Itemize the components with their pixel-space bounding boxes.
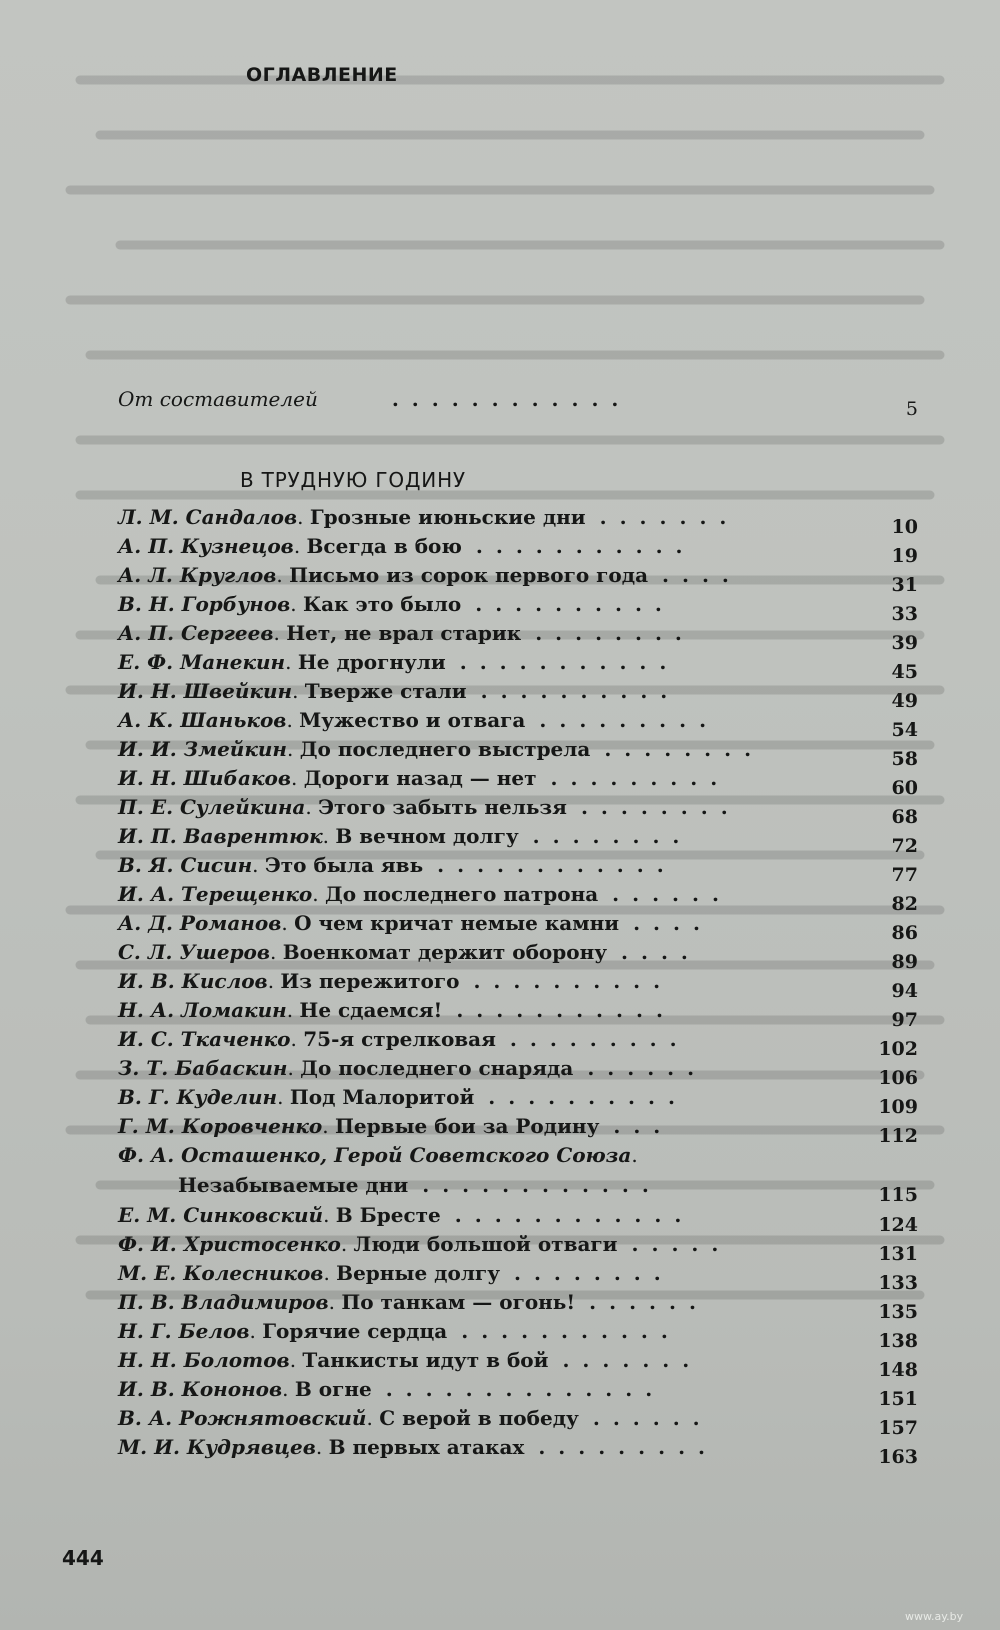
entry-title: Под Малоритой (289, 1085, 475, 1109)
entry-author: А. П. Сергеев (118, 621, 274, 645)
entry-page: 31 (891, 574, 918, 596)
entry-author: А. Д. Романов (118, 911, 282, 935)
entry-title: В Бресте (335, 1203, 441, 1227)
entry-page: 124 (878, 1214, 918, 1236)
entry-page: 112 (878, 1125, 918, 1147)
toc-entry: М. Е. Колесников. Верные долгу ........ 133 (118, 1258, 918, 1288)
entry-author: С. Л. Ушеров (118, 940, 271, 964)
entry-page: 97 (891, 1009, 918, 1031)
entry-page: 5 (905, 398, 918, 420)
toc-entry: Г. М. Коровченко. Первые бои за Родину ... 112 (118, 1111, 918, 1141)
entry-author: В. Г. Куделин (118, 1085, 278, 1109)
entry-title: Из пережитого (280, 969, 460, 993)
toc-entry: М. И. Кудрявцев. В первых атаках ......... 163 (118, 1432, 918, 1462)
toc-entry: А. Л. Круглов. Письмо из сорок первого года .... 31 (118, 560, 918, 590)
entry-page: 138 (878, 1330, 918, 1352)
entry-author: З. Т. Бабаскин (118, 1056, 288, 1080)
entry-title: Горячие сердца (262, 1319, 448, 1343)
toc-entry: Л. М. Сандалов. Грозные июньские дни ....... 10 (118, 502, 918, 532)
entry-title: Люди большой отваги (353, 1232, 618, 1256)
entry-author: Н. Н. Болотов (118, 1348, 290, 1372)
entry-title: Первые бои за Родину (335, 1114, 600, 1138)
entry-title: Тверже стали (304, 679, 467, 703)
entry-page: 77 (891, 864, 918, 886)
entry-title: В первых атаках (328, 1435, 525, 1459)
entry-title: В огне (294, 1377, 372, 1401)
entry-author: И. В. Кононов (118, 1377, 283, 1401)
entry-author: И. Н. Швейкин (118, 679, 293, 703)
entry-title: Нет, не врал старик (286, 621, 522, 645)
toc-entry: И. И. Змейкин. До последнего выстрела ........ 58 (118, 734, 918, 764)
toc-entry: Е. Ф. Манекин. Не дрогнули ........... 45 (118, 647, 918, 677)
entry-title: С верой в победу (379, 1406, 579, 1430)
entry-page: 109 (878, 1096, 918, 1118)
entry-author: И. П. Ваврентюк (118, 824, 323, 848)
entry-page: 89 (891, 951, 918, 973)
entry-title: В вечном долгу (335, 824, 519, 848)
entry-author: А. Л. Круглов (118, 563, 277, 587)
entry-title: Дороги назад — нет (303, 766, 537, 790)
toc-entry: Н. А. Ломакин. Не сдаемся! ........... 97 (118, 995, 918, 1025)
toc-entry: В. Н. Горбунов. Как это было .......... 33 (118, 589, 918, 619)
toc-entry-preface: От составителей ............ 5 (118, 384, 918, 414)
entry-title: Военкомат держит оборону (282, 940, 608, 964)
toc-entry: И. В. Кислов. Из пережитого .......... 94 (118, 966, 918, 996)
watermark: www.ay.by (905, 1610, 964, 1623)
toc-entry: А. К. Шаньков. Мужество и отвага ......... 54 (118, 705, 918, 735)
entry-title: До последнего выстрела (299, 737, 591, 761)
toc-entry: А. П. Сергеев. Нет, не врал старик ........ 39 (118, 618, 918, 648)
entry-title: Мужество и отвага (299, 708, 526, 732)
entry-page: 115 (878, 1184, 918, 1206)
toc-entry: И. С. Ткаченко. 75-я стрелковая ......... 102 (118, 1024, 918, 1054)
toc-entry: В. А. Рожнятовский. С верой в победу ...... 157 (118, 1403, 918, 1433)
entry-title: Незабываемые дни (178, 1173, 409, 1197)
toc-entry: Ф. А. Осташенко, Герой Советского Союза. (118, 1143, 638, 1167)
entry-title: Всегда в бою (306, 534, 462, 558)
entry-author: П. Е. Сулейкина (118, 795, 306, 819)
entry-author: И. А. Терещенко (118, 882, 313, 906)
entry-page: 49 (891, 690, 918, 712)
entry-title: Грозные июньские дни (309, 505, 586, 529)
entry-author: А. К. Шаньков (118, 708, 287, 732)
entry-author: М. Е. Колесников (118, 1261, 324, 1285)
entry-page: 54 (891, 719, 918, 741)
entry-author: Л. М. Сандалов (118, 505, 298, 529)
toc-entry: Н. Н. Болотов. Танкисты идут в бой ....... 148 (118, 1345, 918, 1375)
entry-page: 19 (891, 545, 918, 567)
entry-author: И. И. Змейкин (118, 737, 288, 761)
entry-page: 33 (891, 603, 918, 625)
entry-page: 68 (891, 806, 918, 828)
toc-entry: П. Е. Сулейкина. Этого забыть нельзя ........ 68 (118, 792, 918, 822)
toc-entry: И. П. Ваврентюк. В вечном долгу ........ 72 (118, 821, 918, 851)
entry-author: Е. Ф. Манекин (118, 650, 286, 674)
entry-title: О чем кричат немые камни (294, 911, 620, 935)
entry-page: 58 (891, 748, 918, 770)
entry-author: Ф. И. Христосенко (118, 1232, 341, 1256)
entry-author: В. Я. Сисин (118, 853, 253, 877)
entry-page: 148 (878, 1359, 918, 1381)
entry-page: 106 (878, 1067, 918, 1089)
entry-title: До последнего снаряда (300, 1056, 574, 1080)
toc-entry: Ф. И. Христосенко. Люди большой отваги ..... 131 (118, 1229, 918, 1259)
entry-author: В. А. Рожнятовский (118, 1406, 367, 1430)
entry-title: Письмо из сорок первого года (289, 563, 649, 587)
entry-author: И. Н. Шибаков (118, 766, 291, 790)
entry-page: 45 (891, 661, 918, 683)
entry-title: Верные долгу (336, 1261, 500, 1285)
entry-author: Г. М. Коровченко (118, 1114, 323, 1138)
entry-page: 10 (891, 516, 918, 538)
toc-entry: И. Н. Шибаков. Дороги назад — нет ......... 60 (118, 763, 918, 793)
entry-title: Как это было (302, 592, 462, 616)
page-number: 444 (62, 1546, 104, 1570)
entry-author: От составителей (118, 387, 318, 411)
entry-author: И. С. Ткаченко (118, 1027, 291, 1051)
entry-page: 151 (878, 1388, 918, 1410)
toc-entry: И. В. Кононов. В огне .............. 151 (118, 1374, 918, 1404)
toc-entry: В. Я. Сисин. Это была явь ............ 77 (118, 850, 918, 880)
entry-title: До последнего патрона (324, 882, 599, 906)
entry-title: По танкам — огонь! (341, 1290, 576, 1314)
toc-entry: Незабываемые дни ............ 115 (118, 1170, 918, 1200)
entry-author: Ф. А. Осташенко, Герой Советского Союза (118, 1143, 632, 1167)
entry-author: Н. Г. Белов (118, 1319, 250, 1343)
entry-author: П. В. Владимиров (118, 1290, 329, 1314)
entry-title: Не сдаемся! (299, 998, 443, 1022)
entry-page: 60 (891, 777, 918, 799)
entry-page: 131 (878, 1243, 918, 1265)
entry-page: 157 (878, 1417, 918, 1439)
entry-page: 135 (878, 1301, 918, 1323)
toc-entry: И. А. Терещенко. До последнего патрона ...... 82 (118, 879, 918, 909)
entry-author: Н. А. Ломакин (118, 998, 287, 1022)
entry-author: Е. М. Синковский (118, 1203, 324, 1227)
toc-heading: ОГЛАВЛЕНИЕ (246, 64, 398, 86)
entry-title: Не дрогнули (297, 650, 446, 674)
entry-author: М. И. Кудрявцев (118, 1435, 316, 1459)
entry-title: 75-я стрелковая (303, 1027, 496, 1051)
toc-entry: И. Н. Швейкин. Тверже стали .......... 49 (118, 676, 918, 706)
entry-page: 163 (878, 1446, 918, 1468)
entry-page: 133 (878, 1272, 918, 1294)
toc-entry: Е. М. Синковский. В Бресте ............ 124 (118, 1200, 918, 1230)
toc-entry: А. П. Кузнецов. Всегда в бою ........... 19 (118, 531, 918, 561)
toc-entry: А. Д. Романов. О чем кричат немые камни .... 86 (118, 908, 918, 938)
entry-page: 102 (878, 1038, 918, 1060)
toc-entry: С. Л. Ушеров. Военкомат держит оборону .... 89 (118, 937, 918, 967)
section-title: В ТРУДНУЮ ГОДИНУ (240, 468, 466, 492)
entry-page: 94 (891, 980, 918, 1002)
entry-author: И. В. Кислов (118, 969, 268, 993)
entry-title: Этого забыть нельзя (318, 795, 567, 819)
entry-author: А. П. Кузнецов (118, 534, 294, 558)
entry-page: 86 (891, 922, 918, 944)
toc-entry: Н. Г. Белов. Горячие сердца ........... 138 (118, 1316, 918, 1346)
toc-entry: П. В. Владимиров. По танкам — огонь! ...... 135 (118, 1287, 918, 1317)
toc-entry: З. Т. Бабаскин. До последнего снаряда ...... 106 (118, 1053, 918, 1083)
toc-entry: В. Г. Куделин. Под Малоритой .......... 109 (118, 1082, 918, 1112)
entry-page: 82 (891, 893, 918, 915)
entry-title: Танкисты идут в бой (302, 1348, 549, 1372)
entry-page: 39 (891, 632, 918, 654)
entry-title: Это была явь (264, 853, 424, 877)
entry-author: В. Н. Горбунов (118, 592, 291, 616)
entry-page: 72 (891, 835, 918, 857)
